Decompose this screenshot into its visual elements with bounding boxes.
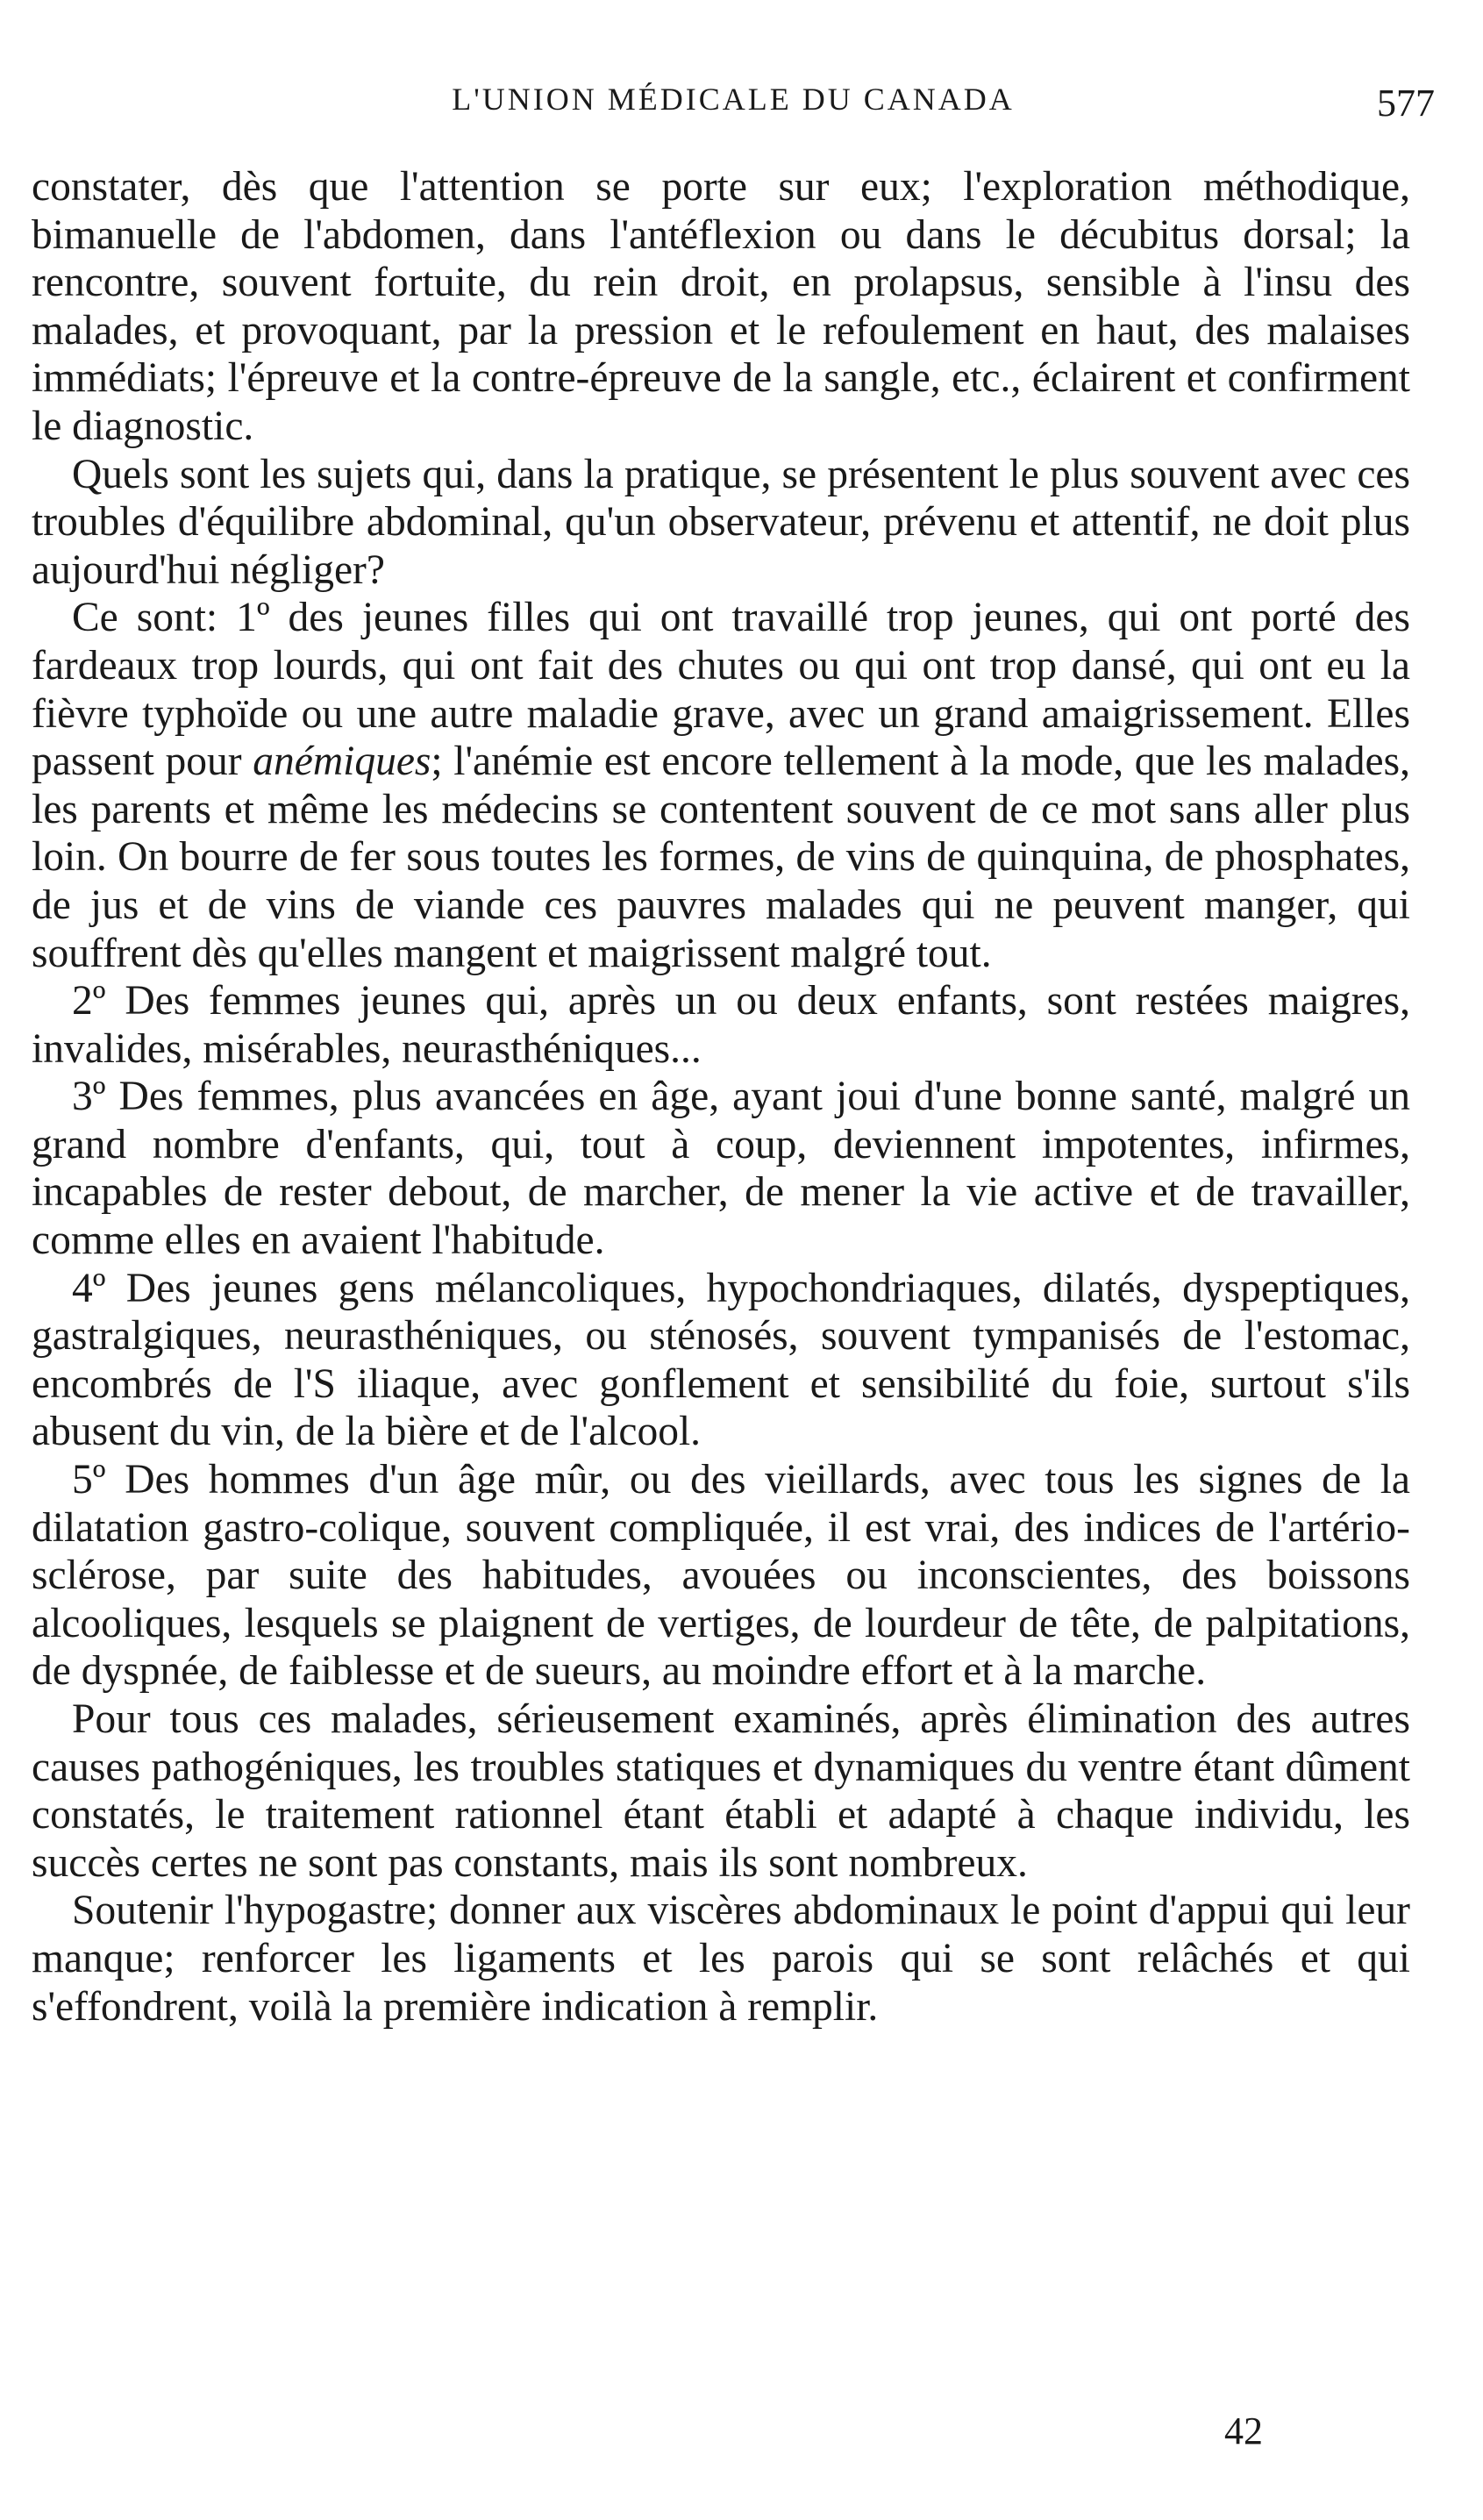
- page-number: 577: [1377, 82, 1435, 125]
- paragraph-item-5: 5º Des hommes d'un âge mûr, ou des vieillards, avec tous les signes de la dilatation gastro-colique, souvent compliquée, il est vrai, des indices de l'artério-sclérose, par suite des habitudes, avouées ou inconscientes, des boissons alcooliques, lesquels se plaignent de vertiges, de lourdeur de tête, de palpitations, de dyspnée, de faiblesse et de sueurs, au moindre effort et à la marche.: [32, 1457, 1410, 1695]
- running-head: [32, 81, 1435, 133]
- paragraph-indication: Soutenir l'hypogastre; donner aux viscères abdominaux le point d'appui qui leur manque; renforcer les ligaments et les parois qui se sont relâchés et qui s'effondrent, voilà la première indication à remplir.: [32, 1888, 1410, 2030]
- paragraph-item-1-after: ; l'anémie est encore tellement à la mode, que les malades, les parents et même les médecins se contentent souvent de ce mot sans aller plus loin. On bourre de fer sous toutes les formes, de vins de quinquina, de phosphates, de jus et de vins de viande ces pauvres malades qui ne peuvent manger, qui souffrent dès qu'elles mangent et maigrissent malgré tout.: [32, 739, 1410, 976]
- body-text: [32, 163, 1410, 2031]
- running-title: L'UNION MÉDICALE DU CANADA: [452, 82, 1015, 117]
- paragraph-item-1-before: Ce sont: 1º des jeunes filles qui ont travaillé trop jeunes, qui ont porté des fardeaux trop lourds, qui ont fait des chutes ou qui ont trop dansé, qui ont eu la fièvre typhoïde ou une autre maladie grave, avec un grand amaigrissement. Elles passent pour: [32, 595, 1410, 785]
- paragraph-item-1: [32, 594, 1410, 977]
- paragraph-item-1-italic: anémiques: [253, 739, 431, 785]
- paragraph-treatment: Pour tous ces malades, sérieusement examinés, après élimination des autres causes pathogéniques, les troubles statiques et dynamiques du ventre étant dûment constatés, le traitement rationnel étant établi et adapté à chaque individu, les succès certes ne sont pas constants, mais ils sont nombreux.: [32, 1696, 1410, 1886]
- signature-mark: 42: [1224, 2409, 1263, 2452]
- paragraph-item-2: 2º Des femmes jeunes qui, après un ou deux enfants, sont restées maigres, invalides, misérables, neurasthéniques...: [32, 978, 1410, 1072]
- paragraph-diagnosis: constater, dès que l'attention se porte sur eux; l'exploration méthodique, bimanuelle de l'abdomen, dans l'antéflexion ou dans le décubitus dorsal; la rencontre, souvent fortuite, du rein droit, en prolapsus, sensible à l'insu des malades, et provoquant, par la pression et le refoulement en haut, des malaises immédiats; l'épreuve et la contre-épreuve de la sangle, etc., éclairent et confirment le diagnostic.: [32, 164, 1410, 449]
- paragraph-item-3: 3º Des femmes, plus avancées en âge, ayant joui d'une bonne santé, malgré un grand nombre d'enfants, qui, tout à coup, deviennent impotentes, infirmes, incapables de rester debout, de marcher, de mener la vie active et de travailler, comme elles en avaient l'habitude.: [32, 1074, 1410, 1264]
- paragraph-question: Quels sont les sujets qui, dans la pratique, se présentent le plus souvent avec ces troubles d'équilibre abdominal, qu'un observateur, prévenu et attentif, ne doit plus aujourd'hui négliger?: [32, 451, 1410, 593]
- paragraph-item-4: 4º Des jeunes gens mélancoliques, hypochondriaques, dilatés, dyspeptiques, gastralgiques, neurasthéniques, ou sténosés, souvent tympanisés de l'estomac, encombrés de l'S iliaque, avec gonflement et sensibilité du foie, surtout s'ils abusent du vin, de la bière et de l'alcool.: [32, 1265, 1410, 1455]
